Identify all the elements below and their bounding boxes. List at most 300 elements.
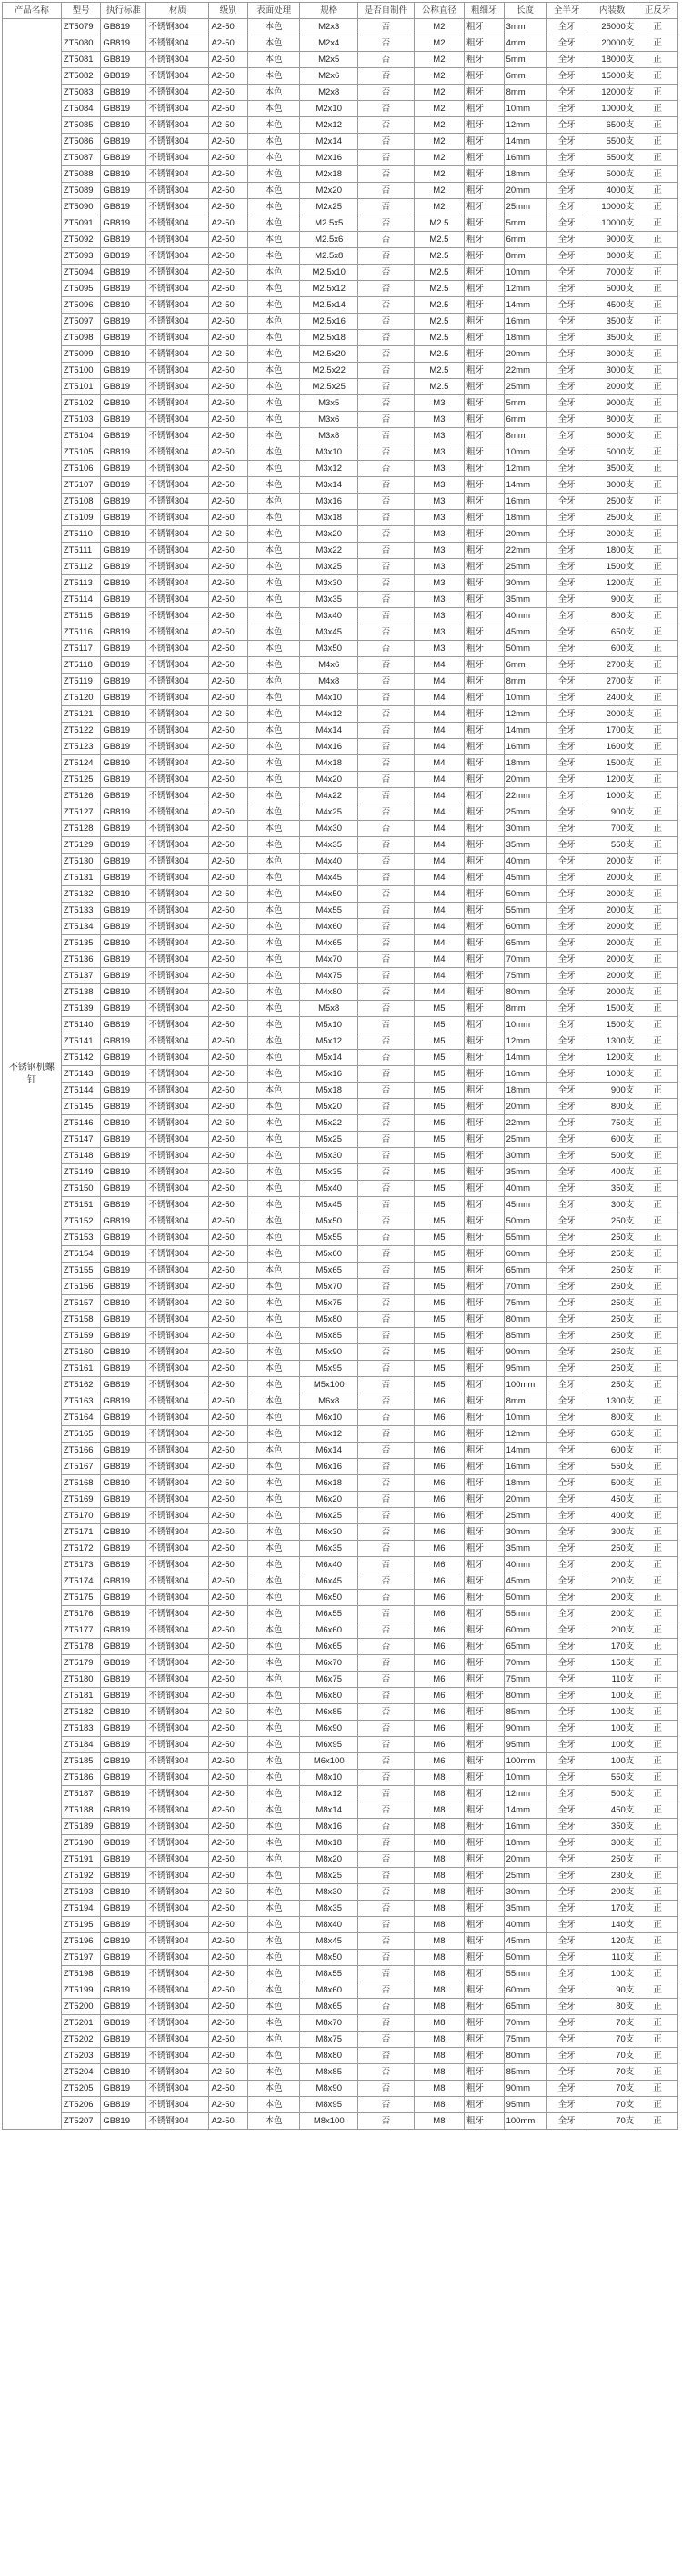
thread-type-cell: 全牙 [547,690,587,706]
nominal-diameter-cell: M6 [414,1557,464,1573]
surface-cell: 本色 [247,1066,299,1083]
standard-cell: GB819 [101,592,146,608]
standard-cell: GB819 [101,2064,146,2081]
model-cell: ZT5101 [61,379,101,395]
model-cell: ZT5148 [61,1148,101,1164]
thread-type-cell: 全牙 [547,723,587,739]
material-cell: 不锈钢304 [146,2032,209,2048]
quantity-cell: 6500支 [587,117,637,134]
spec-cell: M8x14 [300,1802,358,1819]
model-cell: ZT5190 [61,1835,101,1852]
thread-type-cell: 全牙 [547,804,587,821]
thread-direction-cell: 正 [637,1982,678,1999]
table-row [3,919,678,935]
thread-type-cell: 全牙 [547,183,587,199]
model-cell: ZT5203 [61,2048,101,2064]
thread-pitch-cell: 粗牙 [465,1852,505,1868]
self-made-cell: 否 [358,35,415,52]
standard-cell: GB819 [101,134,146,150]
self-made-cell: 否 [358,870,415,886]
standard-cell: GB819 [101,952,146,968]
model-cell: ZT5128 [61,821,101,837]
standard-cell: GB819 [101,1099,146,1115]
model-cell: ZT5085 [61,117,101,134]
surface-cell: 本色 [247,543,299,559]
surface-cell: 本色 [247,1393,299,1410]
thread-direction-cell: 正 [637,2097,678,2113]
self-made-cell: 否 [358,1377,415,1393]
nominal-diameter-cell: M5 [414,1279,464,1295]
grade-cell: A2-50 [209,1999,248,2015]
table-row [3,494,678,510]
thread-type-cell: 全牙 [547,1982,587,1999]
grade-cell: A2-50 [209,166,248,183]
grade-cell: A2-50 [209,624,248,641]
model-cell: ZT5092 [61,232,101,248]
thread-direction-cell: 正 [637,1475,678,1492]
quantity-cell: 70支 [587,2064,637,2081]
thread-direction-cell: 正 [637,428,678,444]
grade-cell: A2-50 [209,1132,248,1148]
length-cell: 8mm [504,248,547,265]
spec-cell: M8x60 [300,1982,358,1999]
self-made-cell: 否 [358,248,415,265]
thread-pitch-cell: 粗牙 [465,1721,505,1737]
surface-cell: 本色 [247,52,299,68]
quantity-cell: 1000支 [587,1066,637,1083]
standard-cell: GB819 [101,2113,146,2130]
thread-type-cell: 全牙 [547,526,587,543]
nominal-diameter-cell: M8 [414,1950,464,1966]
length-cell: 50mm [504,1950,547,1966]
spec-cell: M4x16 [300,739,358,755]
spec-cell: M2x4 [300,35,358,52]
model-cell: ZT5089 [61,183,101,199]
thread-direction-cell: 正 [637,1966,678,1982]
quantity-cell: 1600支 [587,739,637,755]
surface-cell: 本色 [247,1655,299,1672]
surface-cell: 本色 [247,1230,299,1246]
surface-cell: 本色 [247,1115,299,1132]
model-cell: ZT5102 [61,395,101,412]
self-made-cell: 否 [358,1099,415,1115]
standard-cell: GB819 [101,821,146,837]
spec-cell: M5x20 [300,1099,358,1115]
material-cell: 不锈钢304 [146,755,209,772]
table-row [3,1475,678,1492]
thread-type-cell: 全牙 [547,1001,587,1017]
table-row [3,461,678,477]
spec-cell: M5x45 [300,1197,358,1213]
surface-cell: 本色 [247,968,299,984]
material-cell: 不锈钢304 [146,265,209,281]
thread-type-cell: 全牙 [547,772,587,788]
spec-cell: M6x55 [300,1606,358,1622]
model-cell: ZT5160 [61,1344,101,1361]
thread-type-cell: 全牙 [547,1884,587,1901]
thread-type-cell: 全牙 [547,1966,587,1982]
standard-cell: GB819 [101,723,146,739]
nominal-diameter-cell: M5 [414,1099,464,1115]
table-row [3,592,678,608]
quantity-cell: 400支 [587,1508,637,1524]
quantity-cell: 3500支 [587,314,637,330]
grade-cell: A2-50 [209,1933,248,1950]
material-cell: 不锈钢304 [146,232,209,248]
thread-type-cell: 全牙 [547,1017,587,1033]
surface-cell: 本色 [247,297,299,314]
thread-pitch-cell: 粗牙 [465,2015,505,2032]
length-cell: 12mm [504,1033,547,1050]
table-row [3,657,678,674]
quantity-cell: 1000支 [587,788,637,804]
nominal-diameter-cell: M6 [414,1672,464,1688]
standard-cell: GB819 [101,1835,146,1852]
thread-pitch-cell: 粗牙 [465,1835,505,1852]
surface-cell: 本色 [247,494,299,510]
model-cell: ZT5140 [61,1017,101,1033]
grade-cell: A2-50 [209,608,248,624]
thread-direction-cell: 正 [637,837,678,854]
surface-cell: 本色 [247,1017,299,1033]
table-row [3,183,678,199]
model-cell: ZT5191 [61,1852,101,1868]
thread-type-cell: 全牙 [547,1606,587,1622]
material-cell: 不锈钢304 [146,1328,209,1344]
spec-cell: M6x80 [300,1688,358,1704]
thread-pitch-cell: 粗牙 [465,1181,505,1197]
surface-cell: 本色 [247,804,299,821]
quantity-cell: 350支 [587,1181,637,1197]
spec-cell: M4x65 [300,935,358,952]
grade-cell: A2-50 [209,183,248,199]
table-header-row [3,3,678,19]
material-cell: 不锈钢304 [146,1295,209,1312]
self-made-cell: 否 [358,1557,415,1573]
model-cell: ZT5105 [61,444,101,461]
header-material: 材质 [146,3,209,19]
standard-cell: GB819 [101,199,146,215]
standard-cell: GB819 [101,117,146,134]
grade-cell: A2-50 [209,559,248,575]
grade-cell: A2-50 [209,1639,248,1655]
grade-cell: A2-50 [209,379,248,395]
thread-pitch-cell: 粗牙 [465,1083,505,1099]
self-made-cell: 否 [358,1639,415,1655]
header-nominal-diameter: 公称直径 [414,3,464,19]
surface-cell: 本色 [247,1704,299,1721]
thread-pitch-cell: 粗牙 [465,788,505,804]
material-cell: 不锈钢304 [146,854,209,870]
length-cell: 16mm [504,1459,547,1475]
nominal-diameter-cell: M3 [414,444,464,461]
thread-type-cell: 全牙 [547,608,587,624]
model-cell: ZT5136 [61,952,101,968]
thread-type-cell: 全牙 [547,1688,587,1704]
thread-direction-cell: 正 [637,1541,678,1557]
material-cell: 不锈钢304 [146,821,209,837]
quantity-cell: 100支 [587,1753,637,1770]
nominal-diameter-cell: M6 [414,1459,464,1475]
table-row [3,1672,678,1688]
nominal-diameter-cell: M3 [414,559,464,575]
thread-pitch-cell: 粗牙 [465,1819,505,1835]
grade-cell: A2-50 [209,363,248,379]
thread-direction-cell: 正 [637,2064,678,2081]
material-cell: 不锈钢304 [146,510,209,526]
spec-cell: M4x40 [300,854,358,870]
surface-cell: 本色 [247,2032,299,2048]
grade-cell: A2-50 [209,837,248,854]
thread-direction-cell: 正 [637,1066,678,1083]
thread-direction-cell: 正 [637,1917,678,1933]
surface-cell: 本色 [247,1459,299,1475]
length-cell: 45mm [504,624,547,641]
length-cell: 14mm [504,134,547,150]
material-cell: 不锈钢304 [146,35,209,52]
grade-cell: A2-50 [209,1819,248,1835]
standard-cell: GB819 [101,1148,146,1164]
quantity-cell: 15000支 [587,68,637,85]
thread-direction-cell: 正 [637,52,678,68]
model-cell: ZT5113 [61,575,101,592]
header-product-name: 产品名称 [3,3,62,19]
table-row [3,477,678,494]
self-made-cell: 否 [358,1475,415,1492]
table-row [3,1164,678,1181]
surface-cell: 本色 [247,886,299,903]
material-cell: 不锈钢304 [146,68,209,85]
thread-pitch-cell: 粗牙 [465,870,505,886]
nominal-diameter-cell: M5 [414,1246,464,1263]
length-cell: 35mm [504,592,547,608]
thread-type-cell: 全牙 [547,150,587,166]
spec-cell: M4x75 [300,968,358,984]
surface-cell: 本色 [247,1524,299,1541]
grade-cell: A2-50 [209,1115,248,1132]
surface-cell: 本色 [247,1622,299,1639]
material-cell: 不锈钢304 [146,624,209,641]
self-made-cell: 否 [358,1606,415,1622]
nominal-diameter-cell: M3 [414,592,464,608]
quantity-cell: 1300支 [587,1393,637,1410]
thread-type-cell: 全牙 [547,461,587,477]
standard-cell: GB819 [101,1786,146,1802]
thread-direction-cell: 正 [637,1557,678,1573]
material-cell: 不锈钢304 [146,1475,209,1492]
quantity-cell: 70支 [587,2048,637,2064]
thread-pitch-cell: 粗牙 [465,199,505,215]
standard-cell: GB819 [101,1802,146,1819]
material-cell: 不锈钢304 [146,314,209,330]
product-spec-table [2,2,678,2130]
length-cell: 25mm [504,1508,547,1524]
spec-cell: M5x100 [300,1377,358,1393]
product-name-cell: 不锈钢机螺钉 [3,19,62,2130]
thread-direction-cell: 正 [637,559,678,575]
standard-cell: GB819 [101,1655,146,1672]
thread-type-cell: 全牙 [547,788,587,804]
nominal-diameter-cell: M2.5 [414,314,464,330]
standard-cell: GB819 [101,1933,146,1950]
material-cell: 不锈钢304 [146,919,209,935]
grade-cell: A2-50 [209,1377,248,1393]
header-self-made: 是否自制件 [358,3,415,19]
nominal-diameter-cell: M2.5 [414,232,464,248]
model-cell: ZT5182 [61,1704,101,1721]
length-cell: 22mm [504,788,547,804]
self-made-cell: 否 [358,265,415,281]
material-cell: 不锈钢304 [146,886,209,903]
grade-cell: A2-50 [209,1721,248,1737]
self-made-cell: 否 [358,1966,415,1982]
quantity-cell: 200支 [587,1557,637,1573]
self-made-cell: 否 [358,657,415,674]
spec-cell: M4x70 [300,952,358,968]
thread-pitch-cell: 粗牙 [465,248,505,265]
header-surface: 表面处理 [247,3,299,19]
nominal-diameter-cell: M8 [414,1917,464,1933]
length-cell: 30mm [504,821,547,837]
standard-cell: GB819 [101,1753,146,1770]
surface-cell: 本色 [247,706,299,723]
quantity-cell: 5000支 [587,444,637,461]
quantity-cell: 250支 [587,1295,637,1312]
thread-type-cell: 全牙 [547,68,587,85]
self-made-cell: 否 [358,314,415,330]
surface-cell: 本色 [247,1753,299,1770]
thread-type-cell: 全牙 [547,1459,587,1475]
standard-cell: GB819 [101,1721,146,1737]
thread-direction-cell: 正 [637,788,678,804]
thread-pitch-cell: 粗牙 [465,1950,505,1966]
thread-type-cell: 全牙 [547,379,587,395]
nominal-diameter-cell: M2.5 [414,363,464,379]
quantity-cell: 500支 [587,1475,637,1492]
thread-direction-cell: 正 [637,624,678,641]
material-cell: 不锈钢304 [146,1901,209,1917]
table-row [3,1115,678,1132]
thread-pitch-cell: 粗牙 [465,559,505,575]
thread-pitch-cell: 粗牙 [465,1148,505,1164]
quantity-cell: 250支 [587,1344,637,1361]
material-cell: 不锈钢304 [146,134,209,150]
spec-cell: M3x10 [300,444,358,461]
length-cell: 70mm [504,1279,547,1295]
standard-cell: GB819 [101,1066,146,1083]
grade-cell: A2-50 [209,1361,248,1377]
model-cell: ZT5184 [61,1737,101,1753]
nominal-diameter-cell: M8 [414,2064,464,2081]
table-row [3,1737,678,1753]
standard-cell: GB819 [101,1901,146,1917]
model-cell: ZT5143 [61,1066,101,1083]
grade-cell: A2-50 [209,804,248,821]
spec-cell: M8x45 [300,1933,358,1950]
surface-cell: 本色 [247,903,299,919]
model-cell: ZT5129 [61,837,101,854]
nominal-diameter-cell: M8 [414,2048,464,2064]
model-cell: ZT5108 [61,494,101,510]
surface-cell: 本色 [247,641,299,657]
self-made-cell: 否 [358,1033,415,1050]
surface-cell: 本色 [247,2015,299,2032]
thread-pitch-cell: 粗牙 [465,2113,505,2130]
standard-cell: GB819 [101,1017,146,1033]
thread-pitch-cell: 粗牙 [465,1246,505,1263]
thread-pitch-cell: 粗牙 [465,494,505,510]
length-cell: 6mm [504,657,547,674]
self-made-cell: 否 [358,101,415,117]
self-made-cell: 否 [358,854,415,870]
grade-cell: A2-50 [209,1050,248,1066]
model-cell: ZT5165 [61,1426,101,1443]
spec-cell: M6x45 [300,1573,358,1590]
length-cell: 5mm [504,52,547,68]
thread-type-cell: 全牙 [547,1083,587,1099]
thread-pitch-cell: 粗牙 [465,1066,505,1083]
table-row [3,297,678,314]
thread-direction-cell: 正 [637,265,678,281]
material-cell: 不锈钢304 [146,461,209,477]
length-cell: 10mm [504,1017,547,1033]
self-made-cell: 否 [358,412,415,428]
self-made-cell: 否 [358,1950,415,1966]
spec-cell: M6x12 [300,1426,358,1443]
length-cell: 40mm [504,1181,547,1197]
material-cell: 不锈钢304 [146,1622,209,1639]
length-cell: 16mm [504,314,547,330]
thread-pitch-cell: 粗牙 [465,150,505,166]
standard-cell: GB819 [101,1966,146,1982]
thread-pitch-cell: 粗牙 [465,68,505,85]
length-cell: 45mm [504,1573,547,1590]
surface-cell: 本色 [247,1802,299,1819]
quantity-cell: 2000支 [587,379,637,395]
material-cell: 不锈钢304 [146,1802,209,1819]
quantity-cell: 1500支 [587,755,637,772]
spec-cell: M8x35 [300,1901,358,1917]
spec-cell: M8x12 [300,1786,358,1802]
standard-cell: GB819 [101,1181,146,1197]
table-row [3,1753,678,1770]
self-made-cell: 否 [358,559,415,575]
thread-direction-cell: 正 [637,101,678,117]
thread-type-cell: 全牙 [547,297,587,314]
thread-direction-cell: 正 [637,935,678,952]
surface-cell: 本色 [247,428,299,444]
spec-cell: M2.5x12 [300,281,358,297]
material-cell: 不锈钢304 [146,1852,209,1868]
quantity-cell: 2000支 [587,903,637,919]
table-row [3,1802,678,1819]
material-cell: 不锈钢304 [146,1573,209,1590]
self-made-cell: 否 [358,1802,415,1819]
length-cell: 70mm [504,1655,547,1672]
surface-cell: 本色 [247,1770,299,1786]
material-cell: 不锈钢304 [146,183,209,199]
thread-direction-cell: 正 [637,1361,678,1377]
quantity-cell: 90支 [587,1982,637,1999]
self-made-cell: 否 [358,1279,415,1295]
thread-direction-cell: 正 [637,1901,678,1917]
self-made-cell: 否 [358,1148,415,1164]
surface-cell: 本色 [247,690,299,706]
model-cell: ZT5127 [61,804,101,821]
nominal-diameter-cell: M6 [414,1410,464,1426]
standard-cell: GB819 [101,1393,146,1410]
grade-cell: A2-50 [209,690,248,706]
